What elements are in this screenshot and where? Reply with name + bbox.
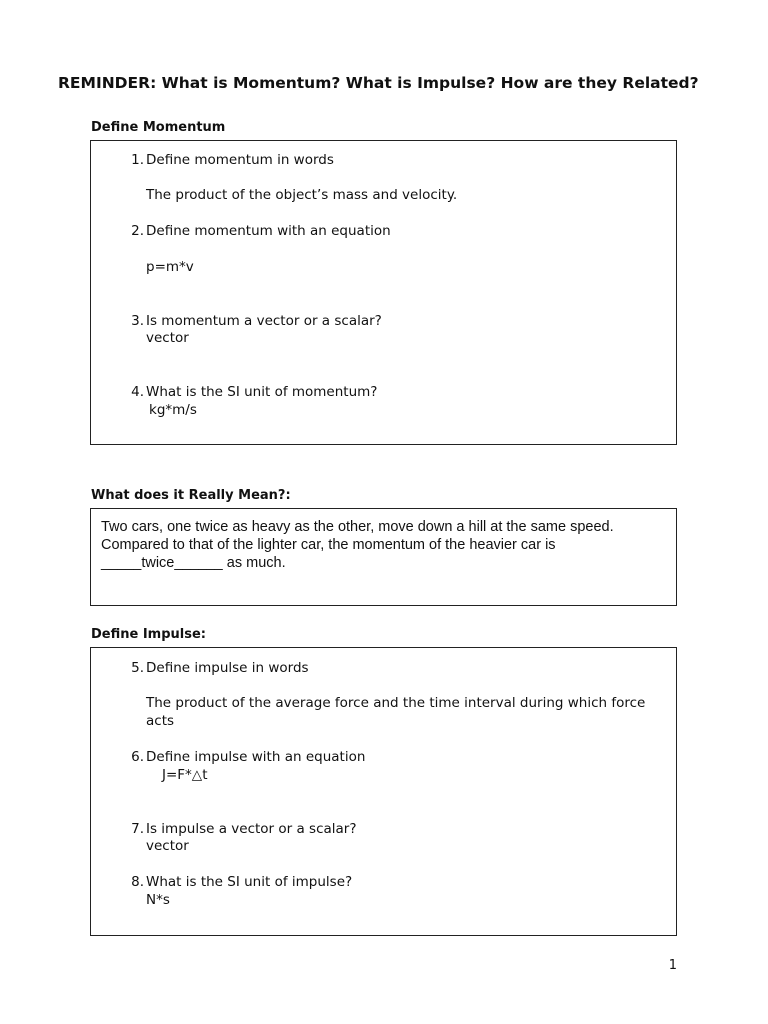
item-answer: vector (146, 838, 189, 854)
item-question: Is momentum a vector or a scalar? (146, 313, 382, 329)
item-number: 1. (131, 152, 144, 168)
meaning-box (90, 508, 677, 606)
item-question: Is impulse a vector or a scalar? (146, 821, 357, 837)
item-question: What is the SI unit of momentum? (146, 384, 378, 400)
item-answer: N*s (146, 892, 170, 908)
impulse-heading: Define Impulse: (91, 627, 206, 642)
meaning-heading: What does it Really Mean?: (91, 488, 291, 503)
item-answer: J=F*△t (162, 767, 208, 783)
page-title: REMINDER: What is Momentum? What is Impulse? How are they Related? (58, 74, 699, 92)
item-question: Define momentum in words (146, 152, 334, 168)
item-question: Define momentum with an equation (146, 223, 391, 239)
item-number: 6. (131, 749, 144, 765)
item-number: 2. (131, 223, 144, 239)
item-number: 8. (131, 874, 144, 890)
item-answer: The product of the object’s mass and velocity. (146, 187, 458, 203)
item-number: 4. (131, 384, 144, 400)
item-number: 5. (131, 660, 144, 676)
page-number: 1 (668, 958, 677, 973)
item-question: Define impulse with an equation (146, 749, 366, 765)
momentum-box (90, 140, 677, 445)
item-number: 7. (131, 821, 144, 837)
momentum-heading: Define Momentum (91, 120, 226, 135)
item-number: 3. (131, 313, 144, 329)
meaning-text: Two cars, one twice as heavy as the other, move down a hill at the same speed. Compared to that of the lighter car, the momentum of the heavier car is _____twice______ as much. (101, 519, 614, 571)
item-question: Define impulse in words (146, 660, 309, 676)
item-answer: vector (146, 330, 189, 346)
item-answer: kg*m/s (149, 402, 197, 418)
item-answer-continued: acts (146, 713, 175, 729)
impulse-box (90, 647, 677, 936)
item-question: What is the SI unit of impulse? (146, 874, 353, 890)
item-answer: The product of the average force and the time interval during which force (146, 695, 646, 711)
item-answer: p=m*v (146, 259, 194, 275)
